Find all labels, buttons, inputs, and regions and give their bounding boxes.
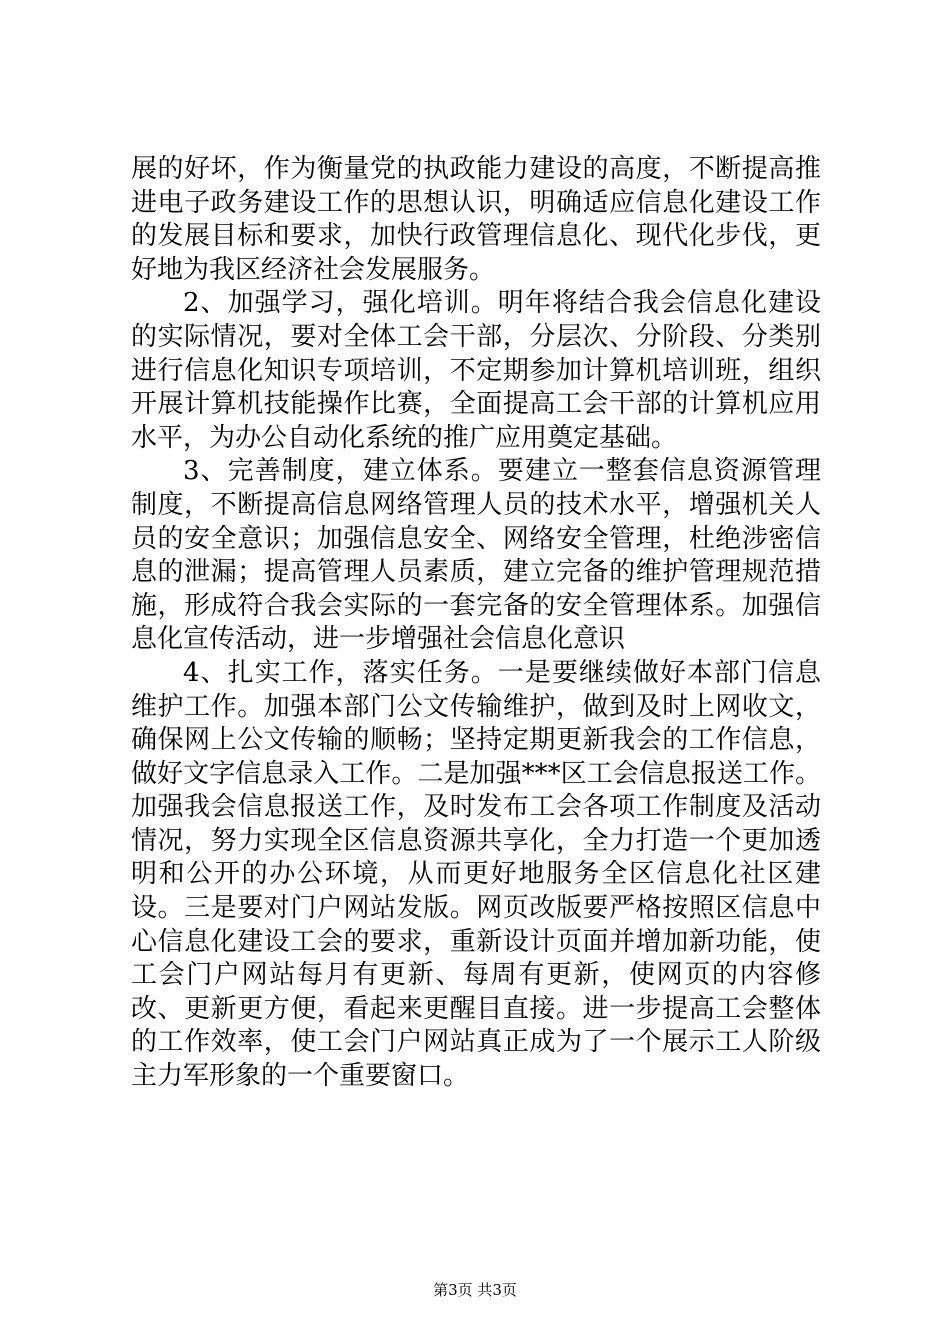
paragraph-3-system: 3、完善制度，建立体系。要建立一整套信息资源管理制度，不断提高信息网络管理人员的技术水平，增强机关人员的安全意识；加强信息安全、网络安全管理，杜绝涉密信息的泄漏；提高管理人员素质，建立完备的维护管理规范措施，形成符合我会实际的一套完备的安全管理体系。加强信息化宣传活动，进一步增强社会信息化意识 [131,456,821,655]
paragraph-4-tasks: 4、扎实工作，落实任务。一是要继续做好本部门信息维护工作。加强本部门公文传输维护，做到及时上网收文，确保网上公文传输的顺畅；坚持定期更新我会的工作信息，做好文字信息录入工作。二是加强***区工会信息报送工作。加强我会信息报送工作，及时发布工会各项工作制度及活动情况，努力实现全区信息资源共享化，全力打造一个更加透明和公开的办公环境，从而更好地服务全区信息化社区建设。三是要对门户网站发版。网页改版要严格按照区信息中心信息化建设工会的要求，重新设计页面并增加新功能，使工会门户网站每月有更新、每周有更新，使网页的内容修改、更新更方便，看起来更醒目直接。进一步提高工会整体的工作效率，使工会门户网站真正成为了一个展示工人阶级主力军形象的一个重要窗口。 [131,657,821,1092]
page-number-footer: 第3页 共3页 [433,1281,517,1299]
paragraph-2-training: 2、加强学习，强化培训。明年将结合我会信息化建设的实际情况，要对全体工会干部，分层次、分阶段、分类别进行信息化知识专项培训，不定期参加计算机培训班，组织开展计算机技能操作比赛，全面提高工会干部的计算机应用水平，为办公自动化系统的推广应用奠定基础。 [131,288,821,453]
paragraph-continuation: 展的好坏，作为衡量党的执政能力建设的高度，不断提高推进电子政务建设工作的思想认识，明确适应信息化建设工作的发展目标和要求，加快行政管理信息化、现代化步伐，更好地为我区经济社会发展服务。 [131,154,821,285]
document-body [131,153,821,1094]
